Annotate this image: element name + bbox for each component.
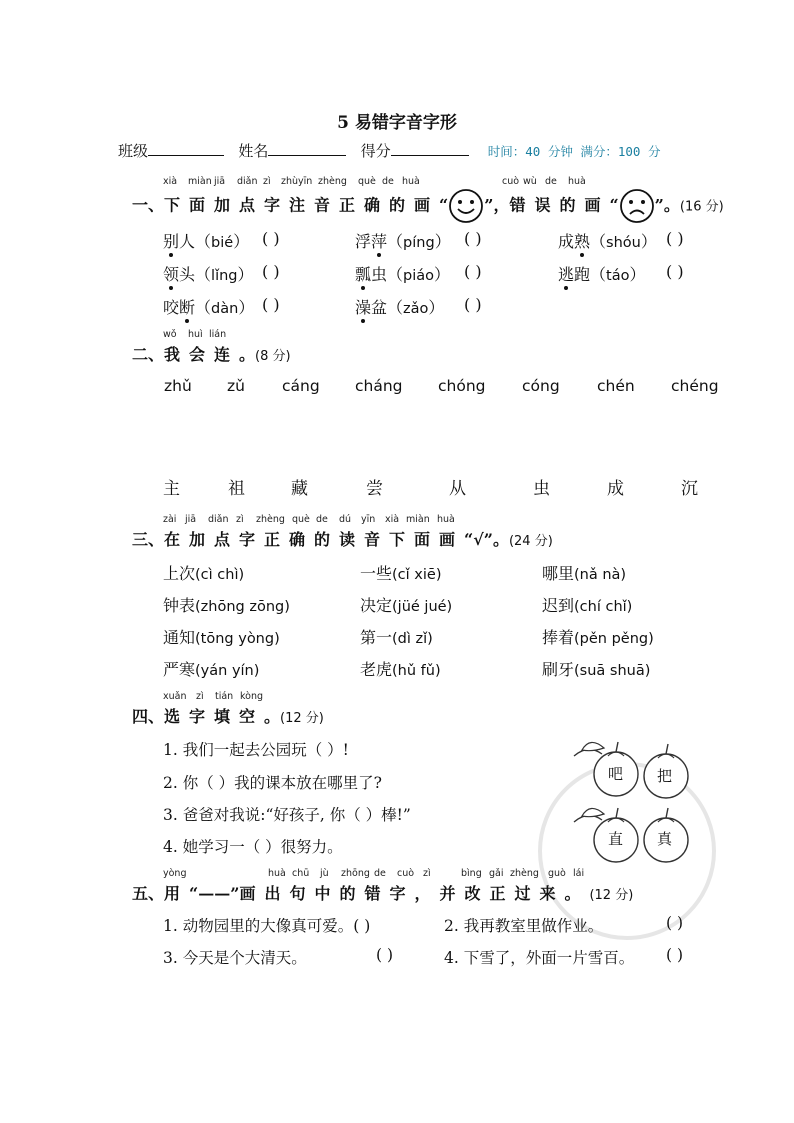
match-hanzi[interactable]: 沉 [681, 479, 698, 499]
pinyin: lián [209, 329, 227, 340]
pinyin: de [374, 868, 386, 879]
section-score: (12 分) [280, 711, 324, 726]
pinyin-option: bié [211, 235, 234, 251]
word: 哪里 [542, 564, 575, 583]
pinyin: xià [385, 514, 400, 525]
question-item: 逃跑（táo） [558, 262, 646, 285]
pinyin: zhōng [341, 868, 370, 879]
question-item[interactable] [360, 657, 441, 680]
pinyin: cuò [397, 868, 415, 879]
pinyin: què [358, 176, 376, 187]
pinyin-option: píng [403, 235, 435, 251]
pinyin: diǎn [237, 176, 258, 187]
pinyin-option: dàn [211, 301, 239, 317]
pinyin: guò [548, 868, 566, 879]
class-label: 班级 [118, 142, 149, 160]
question-item[interactable]: 3. 今天是个大清天。 [163, 949, 307, 967]
question-item: 澡盆（zǎo） [355, 295, 444, 318]
apple-char: 真 [657, 830, 673, 848]
pinyin: de [316, 514, 328, 525]
pinyin: gǎi [489, 868, 504, 879]
pinyin: zì [236, 514, 244, 525]
section-score: (16 分) [679, 199, 724, 215]
pinyin-options: (jüé jué) [392, 599, 453, 615]
pinyin-option: táo [606, 268, 630, 284]
char: 虫 [371, 265, 388, 284]
pinyin: huà [268, 868, 286, 879]
pinyin: de [382, 176, 394, 187]
pinyin-options: (nǎ nà) [574, 567, 627, 583]
question-item[interactable] [163, 625, 280, 648]
question-item[interactable]: 1. 我们一起去公园玩（ ）! [163, 741, 349, 759]
pinyin: jiā [214, 176, 226, 187]
pinyin-options: (cǐ xiē) [392, 567, 442, 583]
word: 刷牙 [542, 660, 575, 679]
answer-paren[interactable]: ( ) [262, 229, 280, 248]
class-blank[interactable] [148, 141, 224, 156]
dotted-char: 断 [179, 295, 195, 318]
dotted-char: 熟 [574, 229, 590, 252]
pinyin: miàn [188, 176, 212, 187]
answer-paren[interactable]: ( ) [666, 914, 684, 932]
pinyin: wǒ [163, 329, 177, 340]
section-number: 四、 [132, 707, 165, 726]
pinyin: què [292, 514, 310, 525]
punctuation: 。 [264, 707, 281, 726]
info-line [118, 140, 660, 161]
pinyin-options: (yán yín) [195, 663, 260, 679]
pinyin: bìng [461, 868, 482, 879]
match-hanzi[interactable]: 成 [607, 479, 624, 499]
word: 第一 [360, 628, 393, 647]
question-item[interactable] [360, 625, 433, 648]
answer-paren[interactable]: ( ) [262, 262, 280, 281]
pinyin: diǎn [208, 514, 229, 525]
pinyin: jù [320, 868, 329, 879]
answer-paren[interactable]: ( ) [666, 229, 684, 248]
question-item[interactable] [163, 593, 290, 616]
smiling-face-icon [448, 188, 484, 224]
question-item[interactable]: 3. 爸爸对我说:“好孩子, 你（ ）棒!” [163, 806, 411, 824]
section-5-heading [132, 881, 633, 904]
score-label: 得分 [360, 142, 391, 160]
underline-mark: “——” [189, 884, 240, 903]
pinyin: yīn [298, 176, 313, 187]
char: 跑 [574, 265, 591, 284]
dotted-char: 萍 [371, 229, 387, 252]
pinyin: huà [402, 176, 420, 187]
question-item: 别人（bié） [163, 229, 249, 252]
match-hanzi[interactable]: 虫 [533, 479, 550, 499]
pinyin: tián [215, 691, 234, 702]
pinyin: chū [292, 868, 310, 879]
apple-char: 直 [608, 830, 624, 848]
section-score: (24 分) [508, 534, 553, 549]
word: 迟到 [542, 596, 575, 615]
pinyin: zhèng [318, 176, 347, 187]
punctuation: 。 [239, 345, 256, 364]
section-score: (8 分) [255, 349, 291, 364]
pinyin: zài [163, 514, 177, 525]
pinyin: zì [196, 691, 204, 702]
quote: ”。 [654, 195, 680, 215]
pinyin: miàn [406, 514, 430, 525]
question-item: 瓢虫（piáo） [355, 262, 450, 285]
apple-char: 把 [657, 767, 673, 785]
pinyin-option: zǎo [403, 301, 429, 317]
char: 浮 [355, 232, 372, 251]
time-limit: 时间：40 分钟 满分：100 分 [487, 144, 661, 159]
pinyin: wù [523, 176, 537, 187]
char: 盆 [371, 298, 388, 317]
pinyin: zhèng [256, 514, 285, 525]
dotted-char: 瓢 [355, 262, 371, 285]
section-number: 三、 [132, 530, 165, 549]
word: 上次 [163, 564, 196, 583]
word: 通知 [163, 628, 196, 647]
pinyin: xuǎn [163, 691, 187, 702]
pinyin-options: (dì zǐ) [392, 631, 433, 647]
question-item[interactable] [542, 625, 654, 648]
match-hanzi[interactable]: 尝 [366, 479, 383, 499]
quote: “ [609, 195, 619, 215]
question-item[interactable] [542, 593, 632, 616]
question-item: 领头（lǐng） [163, 262, 254, 285]
sad-face-icon [619, 188, 655, 224]
pinyin: lái [573, 868, 585, 879]
question-item[interactable]: 1. 动物园里的大像真可爱。( ) [163, 917, 371, 935]
pinyin: zì [423, 868, 431, 879]
match-pinyin[interactable]: zǔ [227, 377, 245, 395]
char: 咬 [163, 298, 180, 317]
char: 人 [179, 232, 196, 251]
pinyin-options: (pěn pěng) [574, 631, 654, 647]
answer-paren[interactable]: ( ) [464, 295, 482, 314]
match-pinyin[interactable]: chén [597, 377, 635, 395]
name-blank[interactable] [268, 141, 346, 156]
check-mark: “√”。 [464, 530, 509, 549]
dotted-char: 领 [163, 262, 179, 285]
answer-paren[interactable]: ( ) [464, 229, 482, 248]
page-title: 5 易错字音字形 [337, 113, 457, 133]
word: 捧着 [542, 628, 575, 647]
pinyin-option: lǐng [211, 268, 238, 284]
answer-paren[interactable]: ( ) [464, 262, 482, 281]
section-instruction: 在加点字正确的读音下面画 [164, 530, 465, 549]
match-pinyin[interactable]: cáng [282, 377, 320, 395]
pinyin: xià [163, 176, 178, 187]
section-instruction: 错误的画 [509, 195, 610, 215]
question-item: 成熟（shóu） [558, 229, 657, 252]
section-number: 一、 [132, 195, 165, 215]
match-hanzi[interactable]: 从 [449, 479, 466, 499]
score-blank[interactable] [391, 141, 469, 156]
dotted-char: 澡 [355, 295, 371, 318]
question-item[interactable] [542, 561, 626, 584]
question-item[interactable] [360, 593, 452, 616]
dotted-char: 逃 [558, 262, 574, 285]
pinyin: huà [568, 176, 586, 187]
section-score: (12 分) [589, 888, 634, 903]
section-2-heading [132, 342, 291, 365]
name-label: 姓名 [238, 142, 269, 160]
match-hanzi[interactable]: 主 [163, 479, 180, 499]
pinyin: cuò [502, 176, 520, 187]
pinyin: huà [437, 514, 455, 525]
quote: ”， [484, 195, 510, 215]
word: 严寒 [163, 660, 196, 679]
section-number: 二、 [132, 345, 165, 364]
pinyin: yòng [163, 868, 187, 879]
apple-char: 吧 [608, 765, 624, 783]
question-item: 浮萍（píng） [355, 229, 451, 252]
pinyin: huì [188, 329, 203, 340]
question-item[interactable] [163, 561, 244, 584]
match-pinyin[interactable]: chóng [438, 377, 486, 395]
word: 一些 [360, 564, 393, 583]
match-hanzi[interactable]: 藏 [291, 479, 308, 499]
section-4-heading [132, 704, 324, 727]
section-instruction: 用 [164, 884, 190, 903]
pinyin: zhèng [510, 868, 539, 879]
match-pinyin[interactable]: cháng [355, 377, 403, 395]
quote: “ [439, 195, 449, 215]
pinyin-option: shóu [606, 235, 641, 251]
answer-paren[interactable]: ( ) [666, 946, 684, 964]
pinyin-options: (suā shuā) [574, 663, 651, 679]
pinyin: dú [339, 514, 352, 525]
pinyin-options: (tōng yòng) [195, 631, 280, 647]
match-pinyin[interactable]: zhǔ [164, 377, 192, 395]
section-instruction: 我会连 [164, 345, 240, 364]
answer-paren[interactable]: ( ) [376, 946, 394, 964]
question-item[interactable]: 4. 下雪了，外面一片雪百。 [444, 949, 635, 967]
pinyin-option: piáo [403, 268, 435, 284]
pinyin: yīn [361, 514, 376, 525]
question-item[interactable]: 4. 她学习一（ ）很努力。 [163, 838, 343, 856]
word: 钟表 [163, 596, 196, 615]
char: 头 [179, 265, 196, 284]
section-1-heading [132, 188, 724, 224]
match-pinyin[interactable]: cóng [522, 377, 560, 395]
match-pinyin[interactable]: chéng [671, 377, 719, 395]
apple-clipart-icon [568, 736, 708, 806]
question-item[interactable] [542, 657, 650, 680]
answer-paren[interactable]: ( ) [262, 295, 280, 314]
question-item[interactable] [360, 561, 441, 584]
question-item[interactable] [163, 657, 259, 680]
question-item[interactable]: 2. 你（ ）我的课本放在哪里了? [163, 774, 382, 792]
pinyin: de [545, 176, 557, 187]
pinyin-options: (chí chǐ) [574, 599, 633, 615]
apple-clipart-icon [568, 802, 708, 872]
section-number: 五、 [132, 884, 165, 903]
section-3-heading [132, 527, 553, 550]
pinyin-options: (zhōng zōng) [195, 599, 290, 615]
pinyin: zì [263, 176, 271, 187]
dotted-char: 别 [163, 229, 179, 252]
section-instruction: 画出句中的错字，并改正过来。 [239, 884, 590, 903]
pinyin: kòng [240, 691, 264, 702]
question-item: 咬断（dàn） [163, 295, 254, 318]
word: 决定 [360, 596, 393, 615]
pinyin: jiā [185, 514, 197, 525]
section-instruction: 下面加点字注音正确的画 [164, 195, 440, 215]
pinyin-options: (cì chì) [195, 567, 245, 583]
question-item[interactable]: 2. 我再教室里做作业。 [444, 917, 604, 935]
char: 成 [558, 232, 575, 251]
pinyin: zhù [281, 176, 299, 187]
word: 老虎 [360, 660, 393, 679]
section-instruction: 选字填空 [164, 707, 265, 726]
pinyin-options: (hǔ fǔ) [392, 663, 441, 679]
match-hanzi[interactable]: 祖 [228, 479, 245, 499]
answer-paren[interactable]: ( ) [666, 262, 684, 281]
